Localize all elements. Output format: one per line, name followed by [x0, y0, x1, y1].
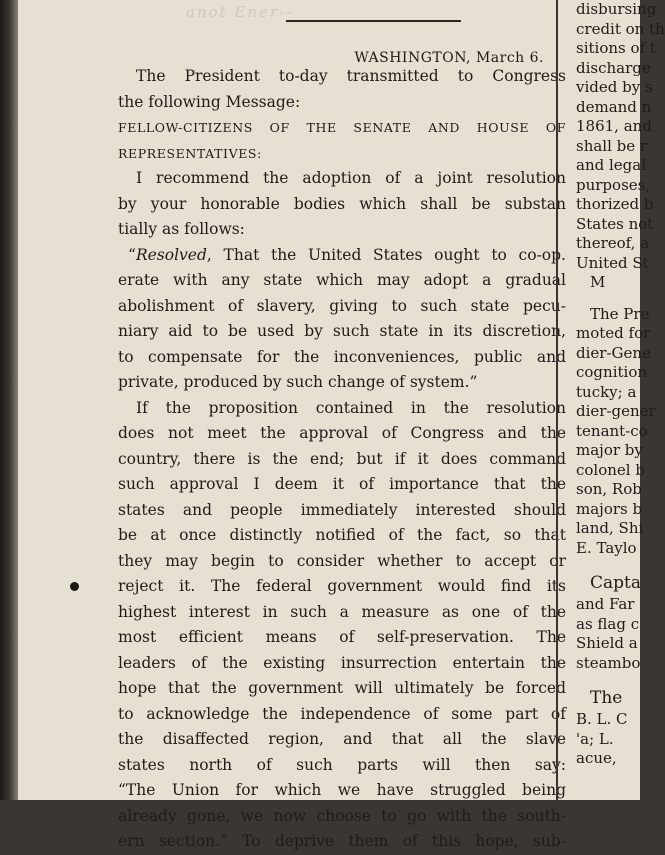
- right-column-line: steambo: [576, 653, 641, 672]
- right-column-line: demand n: [576, 97, 652, 116]
- right-column-line: States not: [576, 214, 654, 233]
- binding-shadow: [0, 0, 18, 800]
- right-column-line: E. Taylo: [576, 538, 637, 557]
- article-line: they may begin to consider whether to accept or: [118, 551, 566, 570]
- resolution-line: abolishment of slavery, giving to such state pecu-: [118, 296, 566, 315]
- resolution-line: private, produced by such change of system.”: [118, 373, 478, 391]
- salutation-line: REPRESENTATIVES:: [118, 145, 262, 161]
- dateline: WASHINGTON, March 6.: [354, 50, 544, 66]
- article-line: hope that the government will ultimately be forced: [118, 679, 566, 697]
- right-column-line: and Far: [576, 595, 635, 613]
- spacer: [576, 673, 640, 687]
- article-line: ern section.” To deprive them of this hope, sub-: [118, 832, 566, 850]
- article-line: be at once distinctly notified of the fact, so that: [118, 526, 566, 544]
- article-line: states and people immediately interested should: [118, 500, 566, 519]
- right-column-line: acue,: [576, 749, 617, 767]
- article-line: most efficient means of self-preservation. The: [118, 628, 566, 646]
- right-column-heading: M: [590, 273, 606, 291]
- binding-hole: [70, 582, 79, 591]
- article-line: the following Message:: [118, 92, 301, 111]
- article-line: the disaffected region, and that all the slave: [118, 730, 566, 748]
- spacer: [576, 293, 640, 305]
- article-line: country, there is the end; but if it does command: [118, 449, 566, 468]
- right-column-line: vided by s: [576, 78, 653, 96]
- right-column-line: major by: [576, 441, 643, 459]
- right-column-heading: Capta: [590, 573, 641, 593]
- right-column-line: The Pre: [590, 304, 650, 323]
- right-column-line: sitions of t: [576, 39, 656, 57]
- right-column-line: shall be r: [576, 136, 648, 155]
- right-column-line: colonel b: [576, 460, 645, 479]
- right-column-line: thorized b: [576, 195, 654, 213]
- right-column-line: dier-Gene: [576, 343, 651, 362]
- right-column: [576, 0, 665, 800]
- right-column-line: as flag c: [576, 614, 640, 633]
- right-column-line: 'a; L.: [576, 729, 614, 748]
- article-line: tially as follows:: [118, 220, 245, 238]
- spacer: [576, 558, 640, 572]
- article-line: states north of such parts will then say:: [118, 755, 566, 774]
- article-line: already gone, we now choose to go with the south-: [118, 806, 566, 825]
- right-column-heading: The: [590, 688, 623, 708]
- right-column-line: majors b: [576, 499, 643, 518]
- resolution-line: “Resolved, That the United States ought to co-op.: [128, 245, 566, 264]
- article-body: [118, 64, 566, 855]
- article-line: such approval I deem it of importance that the: [118, 475, 566, 493]
- resolution-line: to compensate for the inconveniences, public and: [118, 347, 566, 366]
- right-column-line: discharge: [576, 58, 651, 77]
- right-column-line: tenant-co: [576, 421, 648, 440]
- salutation-line: FELLOW-CITIZENS OF THE SENATE AND HOUSE OF: [118, 120, 566, 135]
- right-column-line: credit on th: [576, 19, 665, 38]
- resolution-line: niary aid to be used by such state in its discretion,: [118, 322, 566, 340]
- column-rule: [556, 0, 558, 800]
- right-column-line: United St: [576, 253, 649, 272]
- right-column-line: disbursing: [576, 0, 657, 18]
- right-column-line: and legal: [576, 156, 646, 174]
- right-column-line: son, Rob: [576, 480, 642, 498]
- article-line: to acknowledge the independence of some part of: [118, 704, 566, 723]
- right-column-line: B. L. C: [576, 710, 628, 728]
- article-line: highest interest in such a measure as one of the: [118, 602, 566, 621]
- resolution-line: erate with any state which may adopt a gradual: [118, 271, 566, 289]
- masthead-remnant: anot Ener--: [186, 3, 294, 21]
- article-line: does not meet the approval of Congress and the: [118, 424, 566, 442]
- article-line: The President to-day transmitted to Congress: [136, 67, 566, 85]
- article-line: If the proposition contained in the resolution: [136, 398, 566, 417]
- main-column: [96, 0, 566, 850]
- article-line: leaders of the existing insurrection entertain the: [118, 653, 566, 672]
- right-column-line: purposes,: [576, 175, 651, 194]
- newspaper-page: [18, 0, 665, 850]
- resolved-emphasis: Resolved: [135, 245, 207, 264]
- article-line: I recommend the adoption of a joint resolution: [136, 169, 566, 187]
- right-column-line: land, Shi: [576, 519, 644, 537]
- article-line: by your honorable bodies which shall be substan: [118, 194, 566, 213]
- right-column-line: 1861, and: [576, 117, 652, 135]
- section-rule: [286, 20, 461, 22]
- right-column-line: dier-gener: [576, 402, 656, 420]
- right-column-line: tucky; a: [576, 382, 637, 401]
- right-column-line: moted for: [576, 324, 651, 342]
- article-line: reject it. The federal government would find its: [118, 577, 566, 595]
- article-line: “The Union for which we have struggled being: [118, 781, 566, 799]
- right-column-line: thereof, a: [576, 234, 650, 252]
- right-column-line: cognition: [576, 363, 648, 381]
- right-column-line: Shield a: [576, 634, 638, 652]
